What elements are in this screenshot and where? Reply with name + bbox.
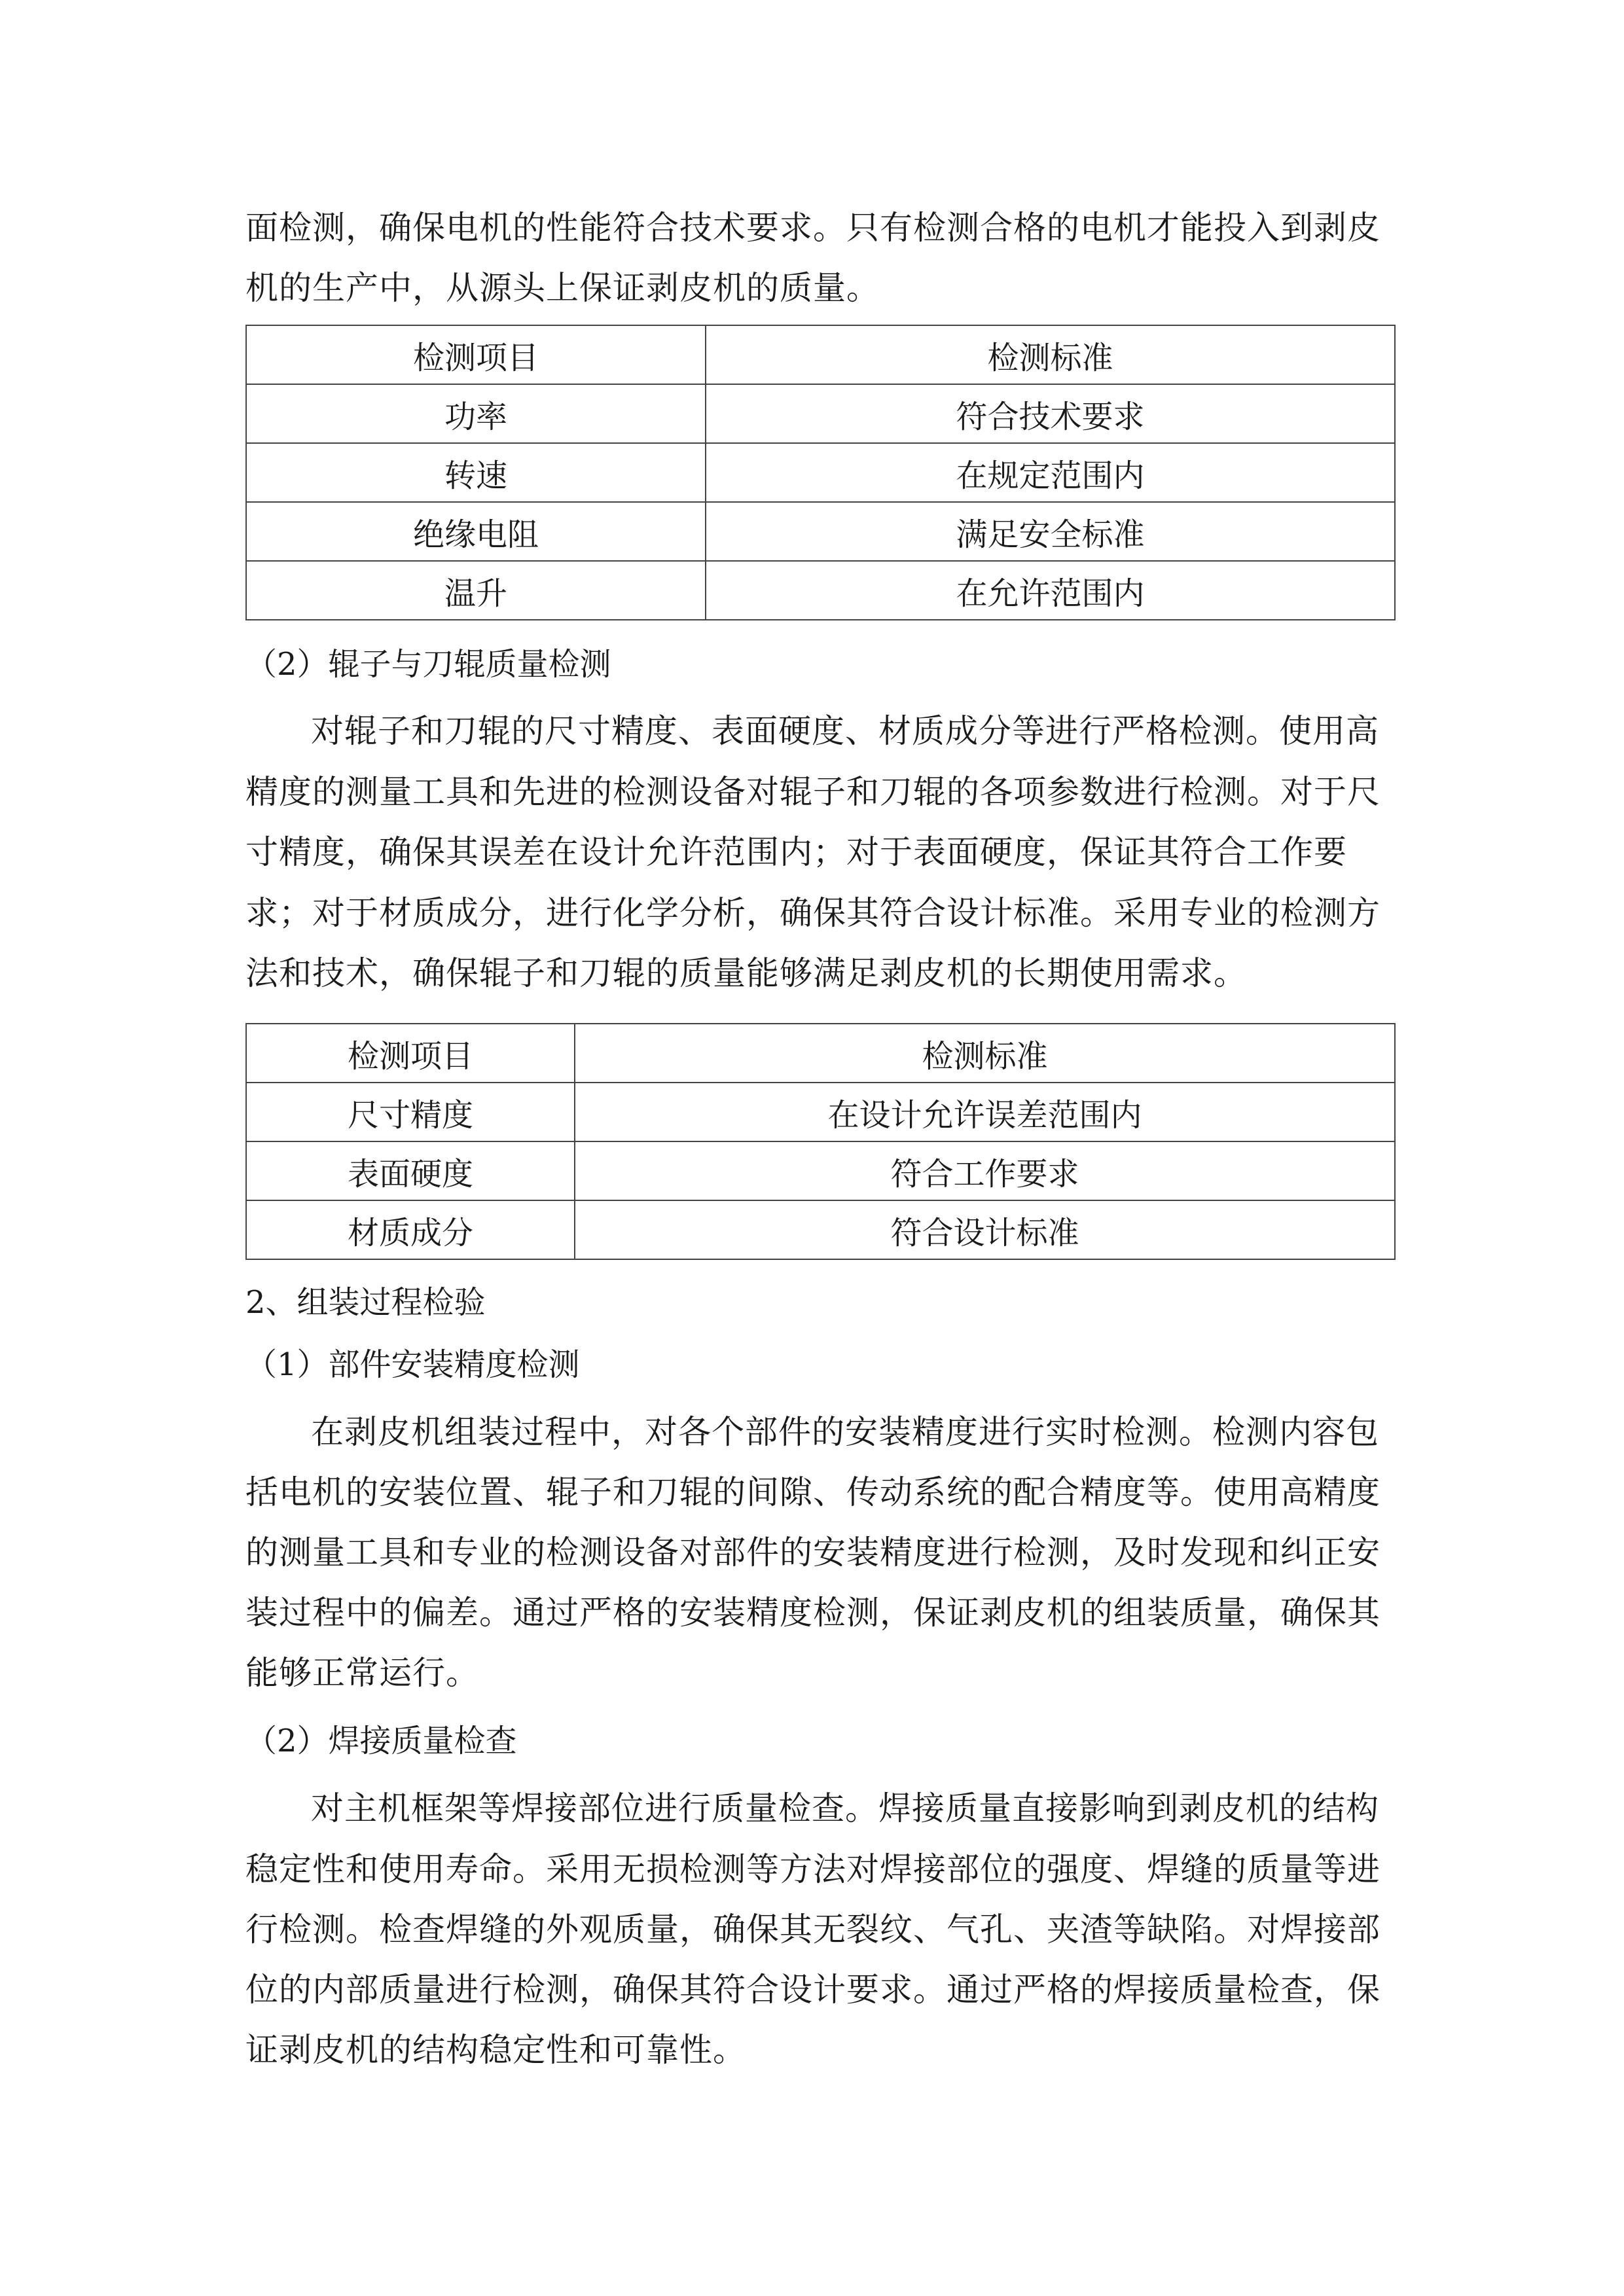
table-cell: 表面硬度 (246, 1141, 575, 1200)
table-header-cell: 检测项目 (246, 325, 706, 384)
table-cell: 材质成分 (246, 1200, 575, 1259)
paragraph-line: 括电机的安装位置、辊子和刀辊的间隙、传动系统的配合精度等。使用高精度 (245, 1473, 1380, 1511)
paragraph-line: 求；对于材质成分，进行化学分析，确保其符合设计标准。采用专业的检测方 (245, 894, 1380, 932)
table-row (246, 502, 1395, 561)
paragraph-line: 对辊子和刀辊的尺寸精度、表面硬度、材质成分等进行严格检测。使用高 (311, 712, 1379, 750)
table-cell: 在设计允许误差范围内 (575, 1083, 1395, 1141)
section-title-assembly: 2、组装过程检验 (245, 1284, 486, 1321)
paragraph-line: 在剥皮机组装过程中，对各个部件的安装精度进行实时检测。检测内容包 (311, 1413, 1379, 1451)
paragraph-line: 行检测。检查焊缝的外观质量，确保其无裂纹、气孔、夹渣等缺陷。对焊接部 (245, 1910, 1380, 1948)
table-cell: 满足安全标准 (706, 502, 1395, 561)
table-cell: 符合技术要求 (706, 384, 1395, 443)
table-header-cell: 检测项目 (246, 1024, 575, 1083)
table-cell: 转速 (246, 443, 706, 502)
paragraph-line: 证剥皮机的结构稳定性和可靠性。 (245, 2031, 746, 2069)
paragraph-line: 寸精度，确保其误差在设计允许范围内；对于表面硬度，保证其符合工作要 (245, 833, 1347, 871)
section-title-welding: （2）焊接质量检查 (245, 1723, 517, 1759)
table-cell: 符合设计标准 (575, 1200, 1395, 1259)
table-cell: 功率 (246, 384, 706, 443)
table-header-row (246, 325, 1395, 384)
paragraph-line: 位的内部质量进行检测，确保其符合设计要求。通过严格的焊接质量检查，保 (245, 1971, 1380, 2009)
table-header-cell: 检测标准 (575, 1024, 1395, 1083)
paragraph-line: 对主机框架等焊接部位进行质量检查。焊接质量直接影响到剥皮机的结构 (311, 1789, 1379, 1827)
table-cell: 在规定范围内 (706, 443, 1395, 502)
table-row (246, 1083, 1395, 1141)
intro-line: 机的生产中，从源头上保证剥皮机的质量。 (245, 269, 880, 307)
table-row (246, 561, 1395, 620)
table-row (246, 384, 1395, 443)
paragraph-line: 装过程中的偏差。通过严格的安装精度检测，保证剥皮机的组装质量，确保其 (245, 1594, 1380, 1632)
section-title-precision: （1）部件安装精度检测 (245, 1346, 580, 1383)
paragraph-line: 能够正常运行。 (245, 1654, 479, 1692)
paragraph-line: 法和技术，确保辊子和刀辊的质量能够满足剥皮机的长期使用需求。 (245, 954, 1247, 992)
paragraph-line: 稳定性和使用寿命。采用无损检测等方法对焊接部位的强度、焊缝的质量等进 (245, 1850, 1380, 1888)
intro-line: 面检测，确保电机的性能符合技术要求。只有检测合格的电机才能投入到剥皮 (245, 209, 1380, 247)
table-cell: 尺寸精度 (246, 1083, 575, 1141)
paragraph-line: 的测量工具和专业的检测设备对部件的安装精度进行检测，及时发现和纠正安 (245, 1534, 1380, 1571)
roller-inspection-table (245, 1023, 1396, 1260)
table-cell: 绝缘电阻 (246, 502, 706, 561)
table-header-cell: 检测标准 (706, 325, 1395, 384)
table-header-row (246, 1024, 1395, 1083)
table-row (246, 1141, 1395, 1200)
section-title-roller: （2）辊子与刀辊质量检测 (245, 646, 611, 683)
table-cell: 符合工作要求 (575, 1141, 1395, 1200)
table-cell: 在允许范围内 (706, 561, 1395, 620)
paragraph-line: 精度的测量工具和先进的检测设备对辊子和刀辊的各项参数进行检测。对于尺 (245, 773, 1380, 811)
table-row (246, 443, 1395, 502)
table-row (246, 1200, 1395, 1259)
table-cell: 温升 (246, 561, 706, 620)
motor-inspection-table (245, 325, 1396, 620)
